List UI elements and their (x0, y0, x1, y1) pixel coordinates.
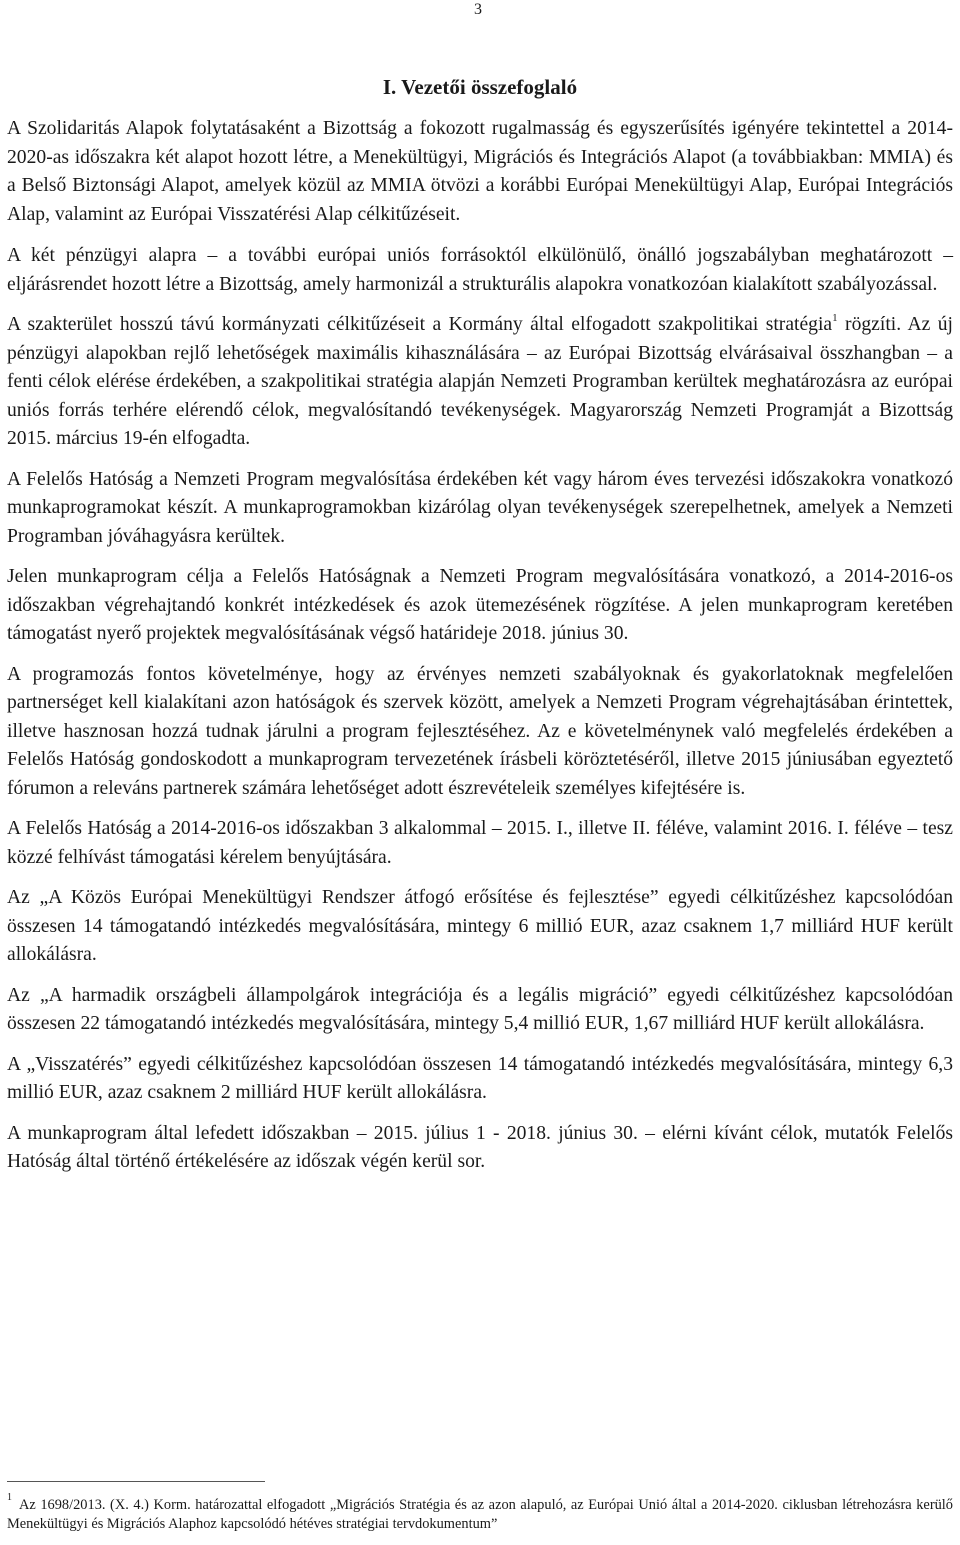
paragraph-11: A munkaprogram által lefedett időszakban – 2015. július 1 - 2018. június 30. – elérni kívánt célok, mutatók Felelős Hatóság által történő értékelésére az időszak végén kerül sor. (7, 1122, 953, 1172)
paragraph-1: A Szolidaritás Alapok folytatásaként a Bizottság a fokozott rugalmasság és egyszerűsítés igényére tekintettel a 2014-2020-as időszakra két alapot hozott létre, a Menekültügyi, Migrációs és Integrációs Alapot (a továbbiakban: MMIA) és a Belső Biztonsági Alapot, amelyek közül az MMIA ötvözi a korábbi Európai Menekültügyi Alap, Európai Integrációs Alap, valamint az Európai Visszatérési Alap célkitűzéseit. (7, 118, 953, 225)
paragraph-3 (7, 311, 953, 454)
summary-body (7, 115, 953, 1189)
paragraph-7: A Felelős Hatóság a 2014-2016-os időszakban 3 alkalommal – 2015. I., illetve II. féléve, valamint 2016. I. féléve – tesz közzé felhívást támogatási kérelem benyújtására. (7, 818, 953, 868)
section-title: I. Vezetői összefoglaló (382, 75, 578, 99)
paragraph-5: Jelen munkaprogram célja a Felelős Hatóságnak a Nemzeti Program megvalósítására vonatkozó, a 2014-2016-os időszakban végrehajtandó konkrét intézkedések és azok ütemezésének rögzítése. A jelen munkaprogram keretében támogatást nyerő projektek megvalósításának végső határideje 2018. június 30. (7, 566, 953, 644)
paragraph-3-start: A szakterület hosszú távú kormányzati célkitűzéseit a Kormány által elfogadott szakpolitikai stratégia (7, 314, 833, 335)
page-number: 3 (474, 1, 482, 18)
paragraph-2: A két pénzügyi alapra – a további európai uniós forrásoktól elkülönülő, önálló jogszabályban meghatározott – eljárásrendet hozott létre a Bizottság, amely harmonizál a strukturális alapokra vonatkozóan kialakított szabályozással. (7, 245, 953, 295)
footnote-reference: 1 (832, 312, 838, 325)
footnote (7, 1492, 953, 1534)
paragraph-10: A „Visszatérés” egyedi célkitűzéshez kapcsolódóan összesen 14 támogatandó intézkedés megvalósítására, mintegy 6,3 millió EUR, azaz csaknem 2 milliárd HUF került allokálásra. (7, 1053, 953, 1103)
paragraph-4: A Felelős Hatóság a Nemzeti Program megvalósítása érdekében két vagy három éves tervezési időszakokra vonatkozó munkaprogramokat készít. A munkaprogramokban kizárólag olyan tevékenységek szerepelhetnek, amelyek a Nemzeti Programban jóváhagyásra kerültek. (7, 468, 953, 547)
paragraph-8: Az „A Közös Európai Menekültügyi Rendszer átfogó erősítése és fejlesztése” egyedi célkitűzéshez kapcsolódóan összesen 14 támogatandó intézkedés megvalósítására, mintegy 6 millió EUR, azaz csaknem 1,7 milliárd HUF került allokálásra. (7, 887, 953, 965)
paragraph-9: Az „A harmadik országbeli állampolgárok integrációja és a legális migráció” egyedi célkitűzéshez kapcsolódóan összesen 22 támogatandó intézkedés megvalósítására, mintegy 5,4 millió EUR, 1,67 milliárd HUF került allokálásra. (7, 984, 953, 1034)
footnote-text: Az 1698/2013. (X. 4.) Korm. határozattal elfogadott „Migrációs Stratégia és az azon alapuló, az Európai Unió által a 2014-2020. ciklusban létrehozásra kerülő Menekültügyi és Migrációs Alaphoz kapcsolódó hétéves stratégiai tervdokumentum” (7, 1497, 953, 1532)
paragraph-3-end: rögzíti. Az új pénzügyi alapokban rejlő lehetőségek maximális kihasználására – az Európai Bizottság elvárásaival összhangban – a fenti célok elérése érdekében, a szakpolitikai stratégia alapján Nemzeti Programban kerültek meghatározásra az európai uniós forrás terhére elérendő célok, megvalósítandó tevékenységek. Magyarország Nemzeti Programját a Bizottság 2015. március 19-én elfogadta. (7, 314, 953, 449)
paragraph-6: A programozás fontos követelménye, hogy az érvényes nemzeti szabályoknak és gyakorlatoknak megfelelően partnerséget kell kialakítani azon hatóságok és szervek között, amelyek a Nemzeti Program végrehajtásában érintettek, illetve hasznosan hozzá tudnak járulni a program fejlesztéséhez. Az e követelménynek való megfelelés érdekében a Felelős Hatóság gondoskodott a munkaprogram tervezetének írásbeli köröztetéséről, illetve 2015 júniusában egyeztető fórumon a releváns partnerek számára lehetőséget adott észrevételeik személyes kifejtésére is. (7, 663, 953, 799)
footnote-separator (7, 1481, 265, 1482)
footnote-mark: 1 (7, 1492, 12, 1504)
